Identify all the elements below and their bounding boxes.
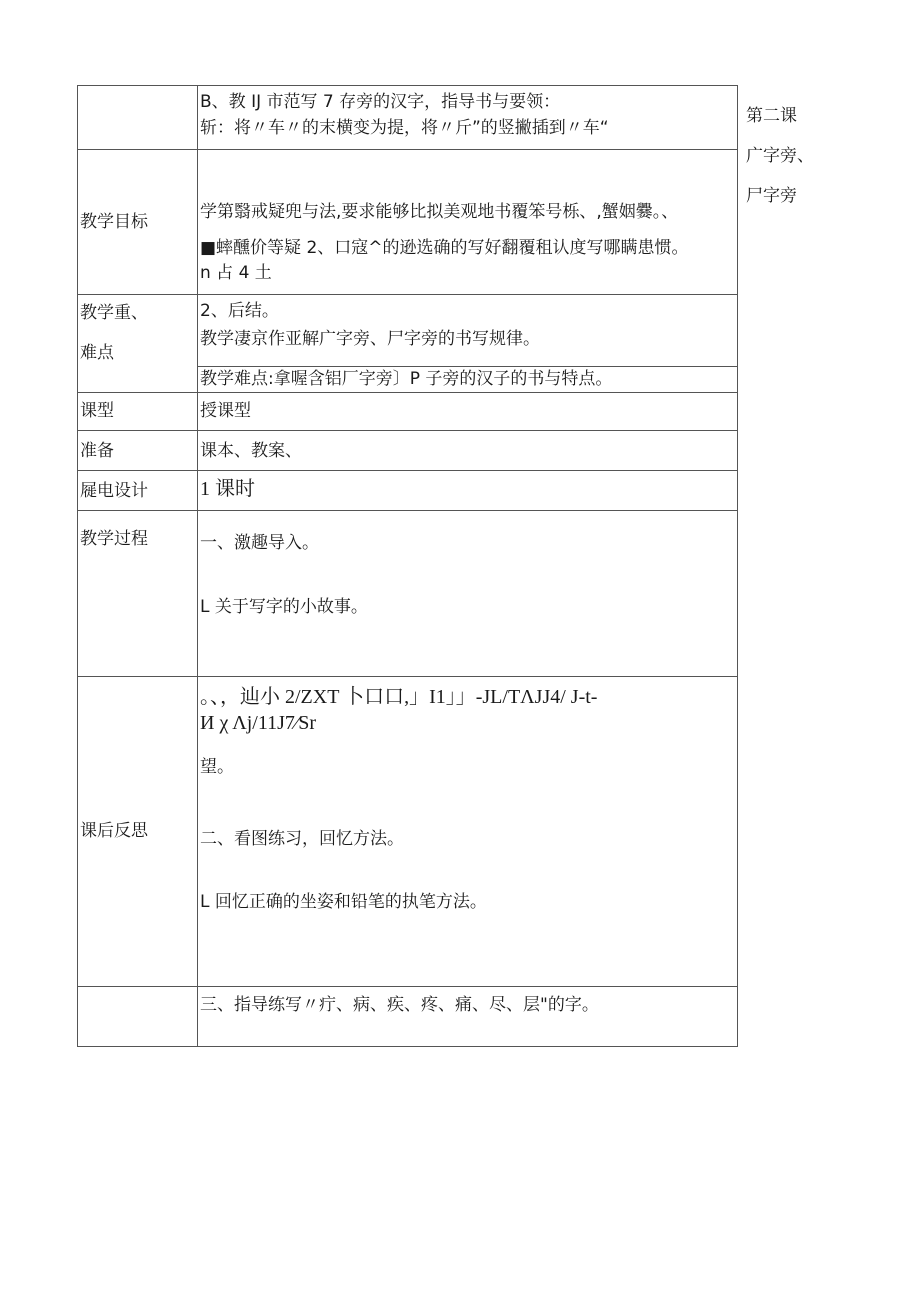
row-reflection <box>78 677 738 987</box>
process-line-1: 一、激趣导入。 <box>200 533 319 553</box>
label-hours: 屣电设计 <box>78 471 198 511</box>
label-lesson-type: 课型 <box>78 393 198 431</box>
reflection-line-2: И χ Λj/11J7⁄Sr <box>200 712 316 734</box>
label-goals: 教学目标 <box>78 150 198 295</box>
row-key-points <box>78 295 738 367</box>
goals-line-1: 学第翳戒疑兜与法,要求能够比拟美观地书覆笨号栎、,蟹姻爨。、 <box>200 202 679 222</box>
goals-line-2: ■蟀醺价等疑 2、口寇^的逊选确的写好翻覆租认度写哪瞒患惯。 <box>200 238 689 259</box>
goals-line-3: n 占 4 土 <box>200 262 272 283</box>
key-line-1: 2、后结。 <box>200 301 279 321</box>
lesson-plan-table <box>77 85 738 1047</box>
content-cell-difficulty <box>198 367 738 393</box>
label-preparation: 准备 <box>78 431 198 471</box>
content-cell-key-points <box>198 295 738 367</box>
reflection-line-1: 。、，辿小 2/ZXT 卜口口,」I1」」-JL/TΛJJ4/ J-t- <box>200 686 598 708</box>
row-goals <box>78 150 738 295</box>
row-intro <box>78 86 738 150</box>
row-hours <box>78 471 738 511</box>
process-line-2: L 关于写字的小故事。 <box>200 597 368 618</box>
side-notes <box>746 96 866 216</box>
content-cell-practice <box>198 987 738 1047</box>
reflection-line-4: 二、看图练习，回忆方法。 <box>200 829 404 850</box>
side-note-radical-1: 广字旁、 <box>746 146 814 166</box>
label-reflection: 课后反思 <box>78 677 198 987</box>
intro-line-1: B、教 IJ 市范写 7 存旁的汉字，指导书与要领： <box>200 92 561 112</box>
reflection-line-3: 望。 <box>200 757 234 777</box>
row-practice <box>78 987 738 1047</box>
practice-line-1: 三、指导练写〃疔、病、疾、疼、痛、尽、层"的字。 <box>200 995 599 1015</box>
content-cell-goals <box>198 150 738 295</box>
value-hours: 1 课时 <box>198 471 738 511</box>
row-lesson-type <box>78 393 738 431</box>
value-lesson-type: 授课型 <box>198 393 738 431</box>
difficulty-text: 教学难点:拿喔含铝厂字旁〕P 子旁的汉子的书与特点。 <box>200 369 613 389</box>
key-line-2: 教学凄京作亚解广字旁、尸字旁的书写规律。 <box>200 329 540 350</box>
content-cell-process <box>198 511 738 677</box>
row-preparation <box>78 431 738 471</box>
label-cell-empty <box>78 86 198 150</box>
content-cell-reflection <box>198 677 738 987</box>
side-note-lesson: 第二课 <box>746 106 797 126</box>
content-cell-intro <box>198 86 738 150</box>
side-note-radical-2: 尸字旁 <box>746 186 797 206</box>
row-process <box>78 511 738 677</box>
label-key-points: 教学重、 难点 <box>78 295 198 393</box>
label-cell-empty-2 <box>78 987 198 1047</box>
label-process: 教学过程 <box>78 511 198 677</box>
value-preparation: 课本、教案、 <box>198 431 738 471</box>
intro-line-2: 斩：将〃车〃的末横变为提，将〃斤”的竖撇插到〃车“ <box>200 118 609 139</box>
reflection-line-5: L 回忆正确的坐姿和铅笔的执笔方法。 <box>200 891 487 912</box>
